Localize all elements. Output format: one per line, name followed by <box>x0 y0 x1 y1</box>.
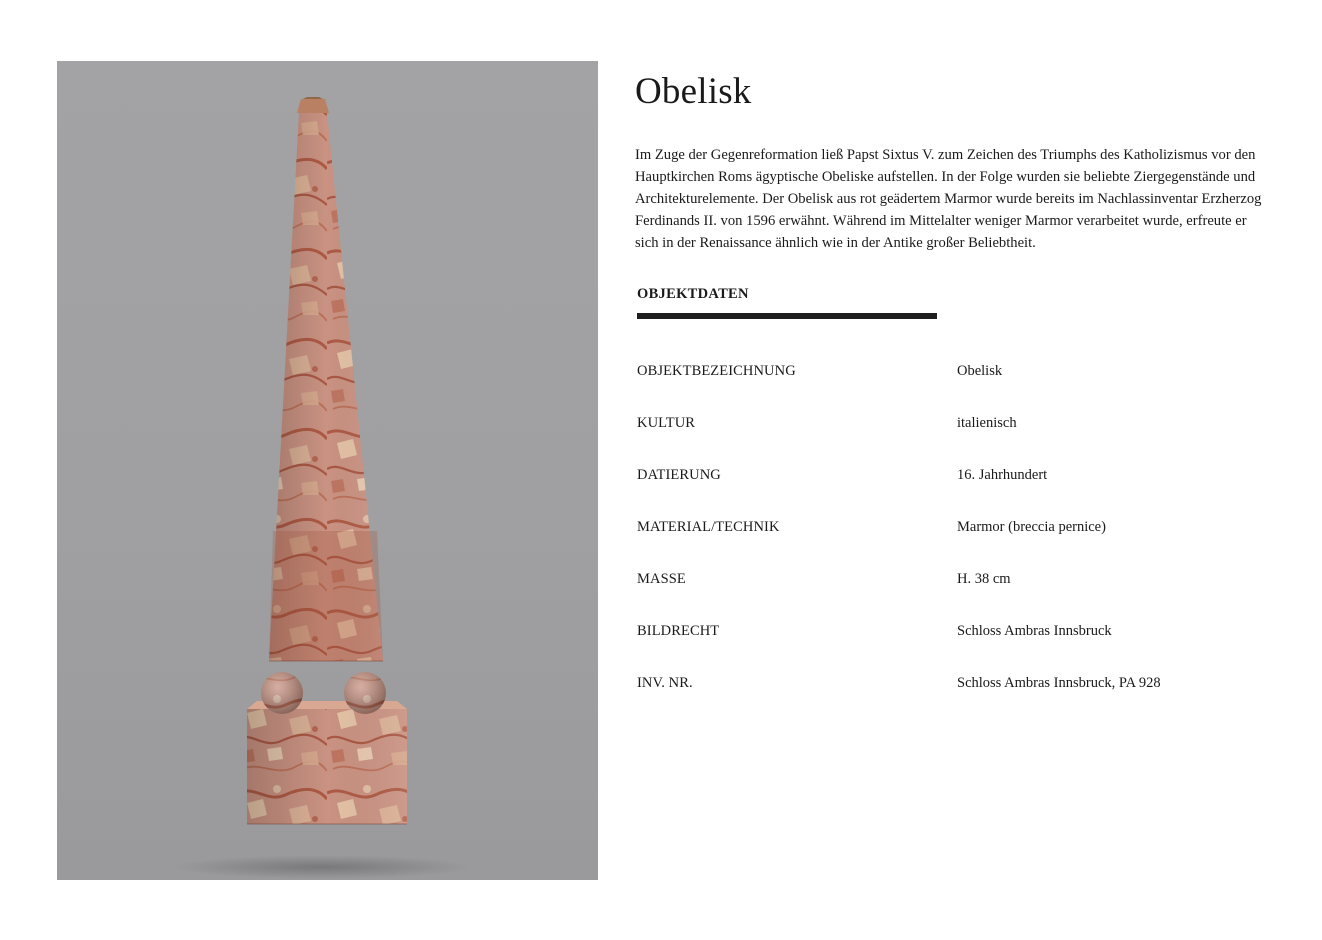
table-row <box>637 508 1277 560</box>
tab-active-indicator <box>637 313 937 319</box>
row-label: DATIERUNG <box>637 467 721 483</box>
table-row <box>637 560 1277 612</box>
obelisk-shaft <box>269 97 383 661</box>
row-value: 16. Jahrhundert <box>957 467 1048 483</box>
row-value: Marmor (breccia pernice) <box>957 519 1106 535</box>
tab-objektdaten[interactable] <box>637 286 937 320</box>
obelisk-illustration <box>57 61 598 880</box>
row-label: MASSE <box>637 571 686 587</box>
row-value: H. 38 cm <box>957 571 1011 587</box>
row-label: MATERIAL/TECHNIK <box>637 519 780 535</box>
row-label: KULTUR <box>637 415 696 431</box>
row-value: Obelisk <box>957 363 1003 379</box>
table-row <box>637 612 1277 664</box>
table-row <box>637 352 1277 404</box>
object-photo <box>57 61 598 880</box>
table-row <box>637 456 1277 508</box>
row-label: INV. NR. <box>637 675 693 691</box>
object-data-table <box>637 352 1277 716</box>
row-value: Schloss Ambras Innsbruck <box>957 623 1112 639</box>
row-value: Schloss Ambras Innsbruck, PA 928 <box>957 675 1161 691</box>
table-row <box>637 404 1277 456</box>
row-value: italienisch <box>957 415 1017 431</box>
row-label: BILDRECHT <box>637 623 720 639</box>
row-label: OBJEKTBEZEICHNUNG <box>637 363 796 379</box>
table-row <box>637 664 1277 716</box>
tab-objektdaten-label: OBJEKTDATEN <box>637 286 749 302</box>
object-description: Im Zuge der Gegenreformation ließ Papst Sixtus V. zum Zeichen des Triumphs des Katholizismus vor den Hauptkirchen Roms ägyptische Obeliske aufstellen. In der Folge wurden sie beliebte Ziergegenstände und Architekturelemente. Der Obelisk aus rot geädertem Marmor wurde bereits im Nachlassinventar Erzherzog Ferdinands II. von 1596 erwähnt. Während im Mittelalter weniger Marmor verarbeitet wurde, erfreute er sich in der Renaissance ähnlich wie in der Antike großer Beliebtheit. <box>635 147 1262 251</box>
page-title: Obelisk <box>635 71 752 112</box>
obelisk-pedestal <box>247 701 407 824</box>
